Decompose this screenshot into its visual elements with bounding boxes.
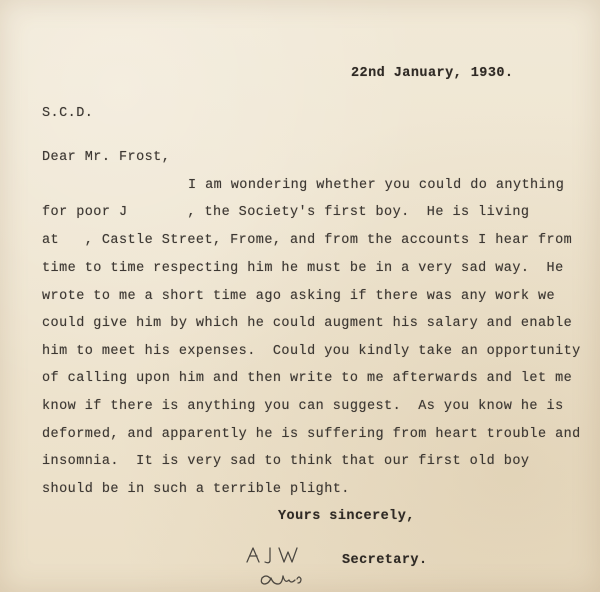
closing: Yours sincerely,: [278, 509, 415, 524]
body-line: of calling upon him and then write to me afterwards and let me: [42, 371, 573, 386]
salutation: Dear Mr. Frost,: [42, 150, 171, 165]
body-line: for poor J , the Society's first boy. He is living: [42, 205, 530, 220]
reference-code: S.C.D.: [42, 106, 94, 121]
body-line: should be in such a terrible plight.: [42, 482, 350, 497]
body-line: insomnia. It is very sad to think that our first old boy: [42, 454, 530, 469]
body-line: deformed, and apparently he is suffering from heart trouble and: [42, 427, 581, 442]
body-line: I am wondering whether you could do anything: [188, 178, 565, 193]
handwritten-initials: [240, 540, 310, 592]
body-line: time to time respecting him he must be in a very sad way. He: [42, 261, 564, 276]
body-line: him to meet his expenses. Could you kindly take an opportunity: [42, 344, 581, 359]
body-line: could give him by which he could augment his salary and enable: [42, 316, 573, 331]
body-line: wrote to me a short time ago asking if there was any work we: [42, 289, 556, 304]
signature-title: Secretary.: [342, 553, 428, 568]
letter-date: 22nd January, 1930.: [351, 66, 514, 81]
body-line: know if there is anything you can suggest. As you know he is: [42, 399, 564, 414]
body-line: at , Castle Street, Frome, and from the accounts I hear from: [42, 233, 573, 248]
